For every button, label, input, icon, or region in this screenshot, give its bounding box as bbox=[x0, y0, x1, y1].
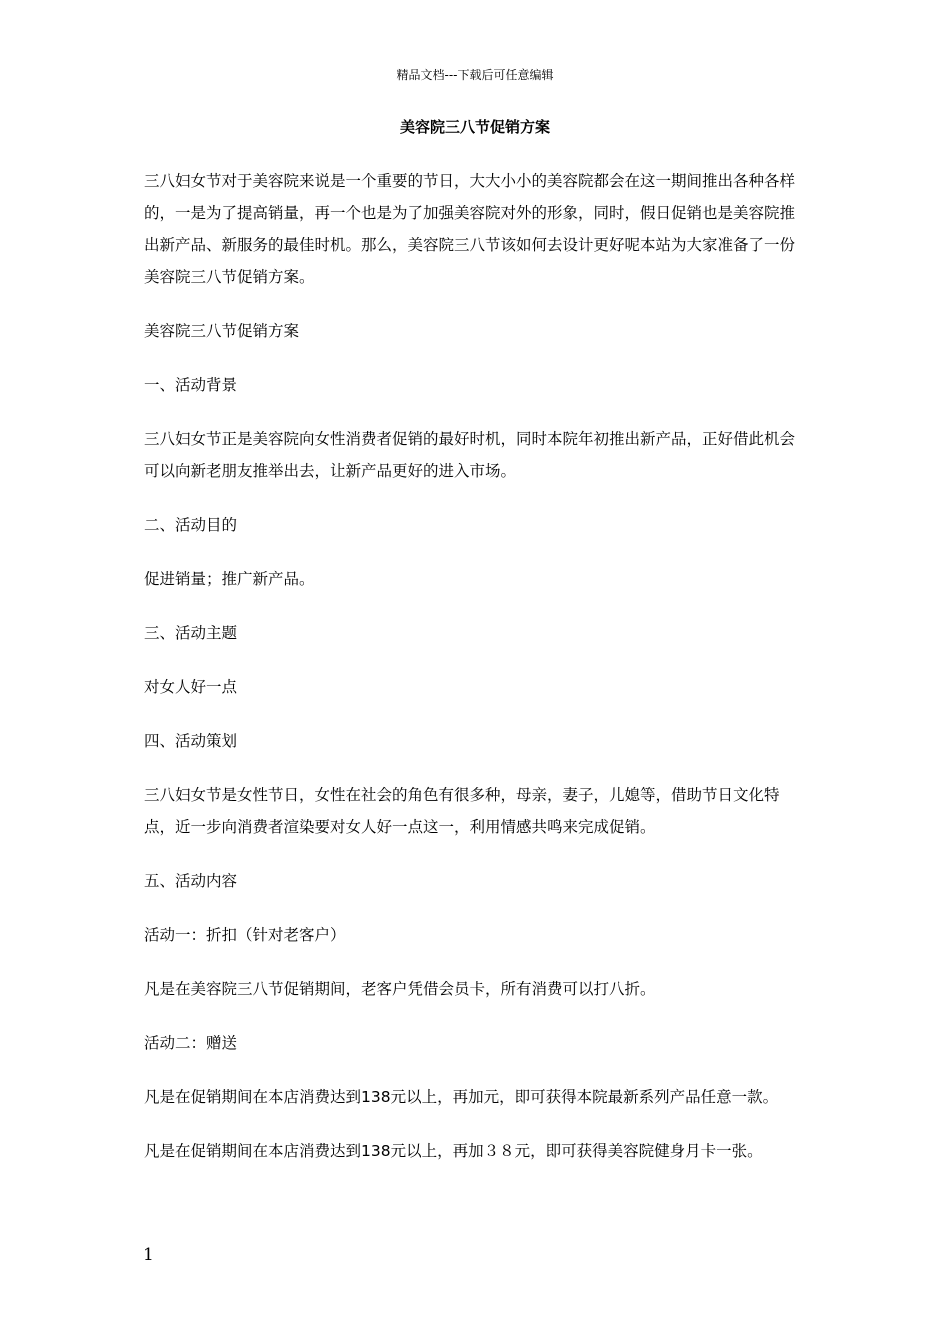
section-heading-purpose: 二、活动目的 bbox=[144, 516, 238, 534]
activity-one-heading: 活动一：折扣（针对老客户） bbox=[144, 926, 346, 944]
document-title: 美容院三八节促销方案 bbox=[399, 118, 550, 136]
theme-paragraph: 对女人好一点 bbox=[144, 678, 238, 696]
section-heading-content: 五、活动内容 bbox=[144, 872, 238, 890]
activity-two-paragraph-1: 凡是在促销期间在本店消费达到138元以上，再加元，即可获得本院最新系列产品任意一款。 bbox=[144, 1088, 779, 1106]
plan-heading: 美容院三八节促销方案 bbox=[144, 322, 300, 340]
header-note: 精品文档---下载后可任意编辑 bbox=[396, 68, 554, 82]
planning-paragraph: 三八妇女节是女性节日，女性在社会的角色有很多种，母亲，妻子，儿媳等，借助节日文化特点，近一步向消费者渲染要对女人好一点这一，利用情感共鸣来完成促销。 bbox=[144, 786, 780, 836]
activity-two-paragraph-2: 凡是在促销期间在本店消费达到138元以上，再加３８元，即可获得美容院健身月卡一张。 bbox=[144, 1142, 763, 1160]
section-heading-planning: 四、活动策划 bbox=[144, 732, 238, 750]
activity-one-paragraph: 凡是在美容院三八节促销期间，老客户凭借会员卡，所有消费可以打八折。 bbox=[144, 980, 656, 998]
section-heading-theme: 三、活动主题 bbox=[144, 624, 238, 642]
activity-two-heading: 活动二：赠送 bbox=[144, 1034, 238, 1052]
intro-paragraph: 三八妇女节对于美容院来说是一个重要的节日，大大小小的美容院都会在这一期间推出各种各样的，一是为了提高销量，再一个也是为了加强美容院对外的形象，同时，假日促销也是美容院推出新产品、新服务的最佳时机。那么，美容院三八节该如何去设计更好呢本站为大家准备了一份美容院三八节促销方案。 bbox=[144, 172, 796, 286]
section-heading-background: 一、活动背景 bbox=[144, 376, 238, 394]
document-body bbox=[144, 165, 806, 1167]
page-number: 1 bbox=[143, 1245, 154, 1265]
purpose-paragraph: 促进销量；推广新产品。 bbox=[144, 570, 315, 588]
background-paragraph: 三八妇女节正是美容院向女性消费者促销的最好时机，同时本院年初推出新产品，正好借此机会可以向新老朋友推举出去，让新产品更好的进入市场。 bbox=[144, 430, 796, 480]
